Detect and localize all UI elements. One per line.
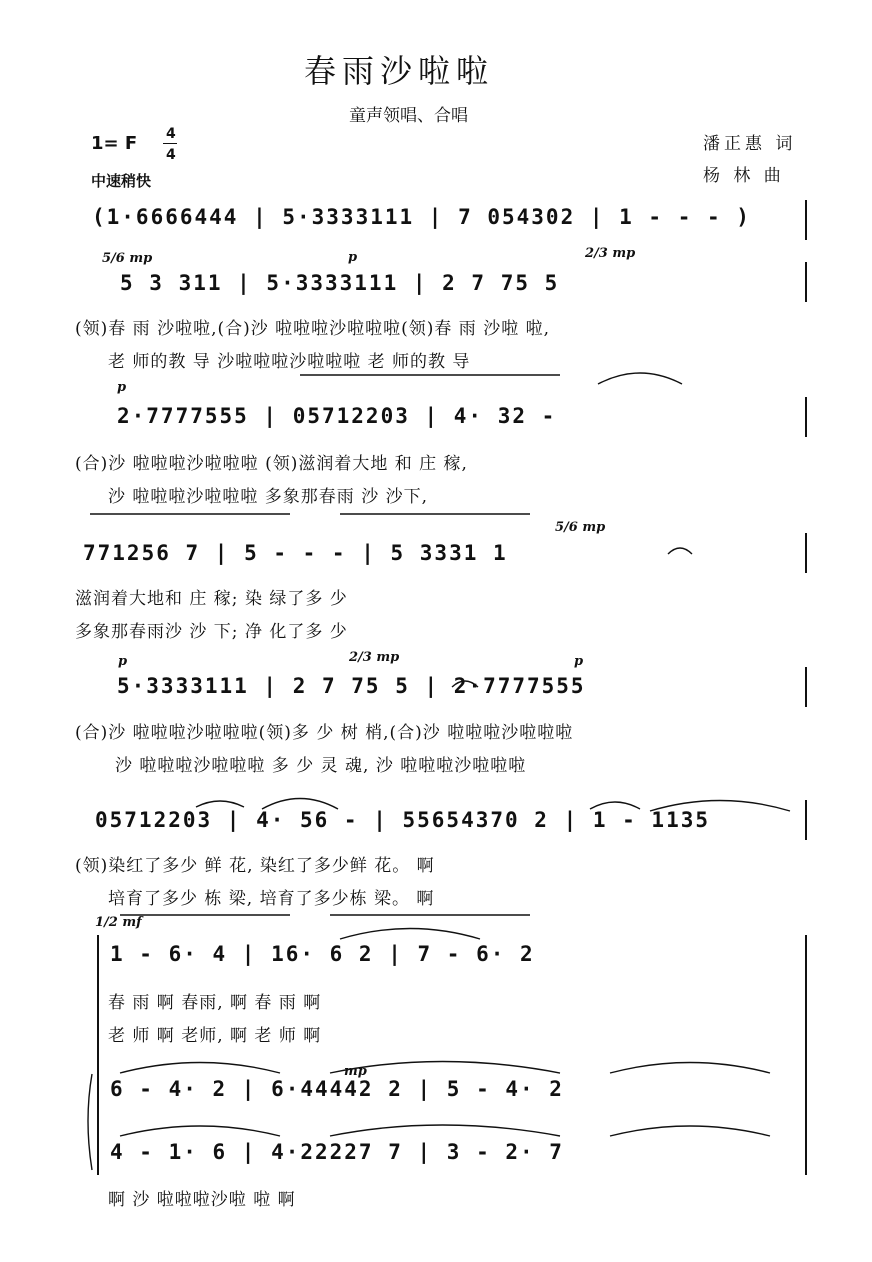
dynamic-mark: 5/6 mp: [102, 251, 153, 266]
dynamic-mark: mp: [344, 1064, 367, 1079]
lyric-line: 培育了多少 栋 梁, 培育了多少栋 梁。 啊: [108, 889, 435, 909]
time-signature-bottom: 4: [166, 147, 176, 163]
dynamic-mark: p: [348, 250, 358, 265]
dynamic-mark: p: [117, 380, 127, 395]
lyric-line: 老 师的教 导 沙啦啦啦沙啦啦啦 老 师的教 导: [108, 352, 471, 372]
dynamic-mark: 2/3 mp: [585, 246, 636, 261]
lyric-line: 滋润着大地和 庄 稼; 染 绿了多 少: [75, 589, 348, 609]
row-notes: (1·6666444 | 5·3333111 | 7 054302 | 1 - - - ): [92, 205, 751, 229]
row-notes: 5 3 311 | 5·3333111 | 2 7 75 5: [120, 271, 560, 295]
lyric-line: 沙 啦啦啦沙啦啦啦 多象那春雨 沙 沙下,: [108, 487, 429, 507]
lyric-line: 春 雨 啊 春雨, 啊 春 雨 啊: [108, 993, 322, 1013]
composer-credit: 杨 林 曲: [703, 166, 785, 186]
row-notes: 771256 7 | 5 - - - | 5 3331 1: [83, 541, 508, 565]
lyric-line: (领)染红了多少 鲜 花, 染红了多少鲜 花。 啊: [75, 856, 435, 876]
tempo-marking: 中速稍快: [91, 172, 152, 190]
dynamic-mark: p: [118, 654, 128, 669]
dynamic-mark: 5/6 mp: [555, 520, 606, 535]
row-notes: 05712203 | 4· 56 - | 55654370 2 | 1 - 1135: [95, 808, 711, 832]
time-signature-top: 4: [166, 126, 176, 142]
lyric-line: 沙 啦啦啦沙啦啦啦 多 少 灵 魂, 沙 啦啦啦沙啦啦啦: [115, 756, 527, 776]
dynamic-mark: p: [574, 654, 584, 669]
row-notes: 1 - 6· 4 | 16· 6 2 | 7 - 6· 2: [110, 942, 535, 966]
lyric-line: 老 师 啊 老师, 啊 老 师 啊: [108, 1026, 322, 1046]
row-notes: 2·7777555 | 05712203 | 4· 32 -: [117, 404, 557, 428]
row-notes: 6 - 4· 2 | 6·44442 2 | 5 - 4· 2: [110, 1077, 564, 1101]
dynamic-mark: 1/2 mf: [95, 915, 142, 930]
lyric-line: (合)沙 啦啦啦沙啦啦啦 (领)滋润着大地 和 庄 稼,: [75, 454, 468, 474]
lyric-line: (合)沙 啦啦啦沙啦啦啦(领)多 少 树 梢,(合)沙 啦啦啦沙啦啦啦: [75, 723, 574, 743]
lyric-line: 多象那春雨沙 沙 下; 净 化了多 少: [75, 622, 348, 642]
key-signature: 1= F: [91, 133, 138, 154]
lyricist-credit: 潘正惠 词: [703, 134, 797, 154]
lyric-line: 啊 沙 啦啦啦沙啦 啦 啊: [108, 1190, 296, 1210]
song-title: 春雨沙啦啦: [304, 52, 495, 90]
song-subtitle: 童声领唱、合唱: [349, 106, 468, 126]
row-notes: 4 - 1· 6 | 4·22227 7 | 3 - 2· 7: [110, 1140, 564, 1164]
row-notes: 5·3333111 | 2 7 75 5 | 2·7777555: [117, 674, 586, 698]
lyric-line: (领)春 雨 沙啦啦,(合)沙 啦啦啦沙啦啦啦(领)春 雨 沙啦 啦,: [75, 319, 551, 339]
dynamic-mark: 2/3 mp: [349, 650, 400, 665]
